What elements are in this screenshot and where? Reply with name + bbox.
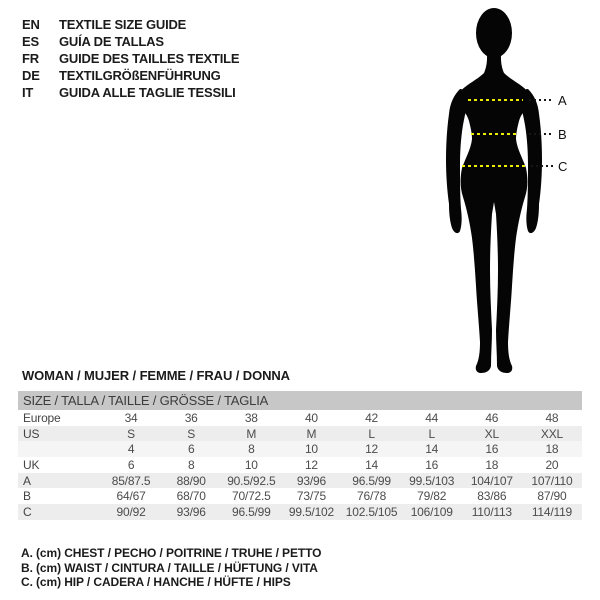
language-title: TEXTILE SIZE GUIDE xyxy=(59,17,187,32)
size-cell: 70/72.5 xyxy=(231,489,271,504)
size-cell: 10 xyxy=(304,442,318,457)
size-cell: M xyxy=(246,426,257,441)
size-cell: 48 xyxy=(545,410,559,425)
size-cell: 79/82 xyxy=(417,489,447,504)
size-cell: 87/90 xyxy=(537,489,567,504)
hip-dash-line xyxy=(462,165,527,167)
language-row-en xyxy=(22,16,239,33)
woman-silhouette-graphic xyxy=(415,2,585,380)
size-cell: 46 xyxy=(485,410,499,425)
size-cell: 68/70 xyxy=(176,489,206,504)
size-cell: S xyxy=(127,426,135,441)
waist-pointer-dots xyxy=(529,133,554,135)
measure-label-c: C xyxy=(558,159,568,174)
row-label xyxy=(18,441,101,457)
language-title: GUIDE DES TAILLES TEXTILE xyxy=(59,51,240,66)
table-row xyxy=(18,473,582,489)
language-code: FR xyxy=(22,51,39,66)
legend-chest: A. (cm) CHEST / PECHO / POITRINE / TRUHE / PETTO xyxy=(21,546,322,560)
size-cell: 10 xyxy=(244,457,258,472)
size-cell: 93/96 xyxy=(176,504,206,519)
size-cell: XXL xyxy=(540,426,563,441)
language-row-fr xyxy=(22,50,239,67)
size-cell: 110/113 xyxy=(471,504,512,519)
size-cell: 64/67 xyxy=(116,489,146,504)
size-cell: 104/107 xyxy=(470,473,513,488)
legend-waist: B. (cm) WAIST / CINTURA / TAILLE / HÜFTUNG / VITA xyxy=(21,560,318,575)
language-code: IT xyxy=(22,85,34,100)
row-label: A xyxy=(23,473,31,488)
language-code: DE xyxy=(22,68,40,83)
size-cell: 44 xyxy=(425,410,439,425)
size-cell: 42 xyxy=(365,410,379,425)
measurement-legend xyxy=(21,546,321,590)
size-cell: S xyxy=(187,426,196,441)
table-group-title: WOMAN / MUJER / FEMME / FRAU / DONNA xyxy=(22,368,290,383)
size-cell: 18 xyxy=(485,457,499,472)
measure-label-b: B xyxy=(558,127,567,142)
measure-label-a: A xyxy=(558,93,567,108)
size-cell: L xyxy=(428,426,435,441)
row-label: B xyxy=(23,489,31,504)
size-cell: 106/109 xyxy=(410,504,453,519)
size-table xyxy=(18,410,582,520)
size-cell: 12 xyxy=(304,457,318,472)
size-cell: 4 xyxy=(127,442,135,457)
size-cell: 14 xyxy=(365,457,379,472)
table-row xyxy=(18,441,582,457)
size-cell: 96.5/99 xyxy=(352,473,391,488)
size-cell: 99.5/103 xyxy=(409,473,455,488)
size-cell: 8 xyxy=(248,442,255,457)
size-cell: 16 xyxy=(425,457,439,472)
size-cell: 90.5/92.5 xyxy=(227,473,276,488)
size-cell: 102.5/105 xyxy=(345,504,398,519)
size-cell: 76/78 xyxy=(357,489,387,504)
table-row xyxy=(18,504,582,520)
size-cell: 38 xyxy=(244,410,258,425)
table-row xyxy=(18,410,582,426)
table-row xyxy=(18,426,582,442)
size-cell: 8 xyxy=(187,457,195,472)
size-cell: 85/87.5 xyxy=(111,473,151,488)
size-cell: 73/75 xyxy=(296,489,326,504)
row-label: UK xyxy=(23,457,40,472)
size-cell: XL xyxy=(484,426,499,441)
row-label: C xyxy=(23,504,32,519)
language-title-list xyxy=(22,16,239,101)
size-cell: 99.5/102 xyxy=(288,504,334,519)
size-cell: 34 xyxy=(124,410,138,425)
size-cell: 6 xyxy=(187,442,195,457)
size-cell: 96.5/99 xyxy=(231,504,271,519)
chest-pointer-dots xyxy=(529,99,554,101)
language-row-de xyxy=(22,67,239,84)
size-cell: 88/90 xyxy=(176,473,206,488)
language-title: GUÍA DE TALLAS xyxy=(59,34,164,49)
size-cell: 93/96 xyxy=(296,473,326,488)
language-row-es xyxy=(22,33,239,50)
row-label: Europe xyxy=(23,410,61,425)
size-header-band: SIZE / TALLA / TAILLE / GRÖSSE / TAGLIA xyxy=(18,391,582,410)
size-cell: 40 xyxy=(304,410,318,425)
size-cell: 16 xyxy=(485,442,499,457)
size-cell: 14 xyxy=(425,442,439,457)
size-cell: 6 xyxy=(127,457,135,472)
language-title: TEXTILGRÖßENFÜHRUNG xyxy=(59,68,221,83)
hip-pointer-dots xyxy=(531,165,554,167)
size-cell: 107/110 xyxy=(531,473,573,488)
size-cell: 20 xyxy=(545,457,559,472)
size-cell: 12 xyxy=(365,442,379,457)
waist-dash-line xyxy=(471,133,518,135)
size-cell: 18 xyxy=(545,442,559,457)
size-cell: M xyxy=(306,426,317,441)
legend-hip: C. (cm) HIP / CADERA / HANCHE / HÜFTE / HIPS xyxy=(21,575,291,590)
size-cell: 114/119 xyxy=(531,504,573,519)
language-code: EN xyxy=(22,17,40,32)
size-cell: 83/86 xyxy=(477,489,507,504)
size-cell: L xyxy=(368,426,375,441)
size-cell: 90/92 xyxy=(116,504,146,519)
table-row xyxy=(18,488,582,504)
language-row-it xyxy=(22,84,239,101)
row-label: US xyxy=(23,426,40,441)
size-cell: 36 xyxy=(184,410,198,425)
language-title: GUIDA ALLE TAGLIE TESSILI xyxy=(59,85,236,100)
chest-dash-line xyxy=(468,99,523,101)
table-row xyxy=(18,457,582,473)
language-code: ES xyxy=(22,34,39,49)
size-table-body xyxy=(18,410,582,520)
